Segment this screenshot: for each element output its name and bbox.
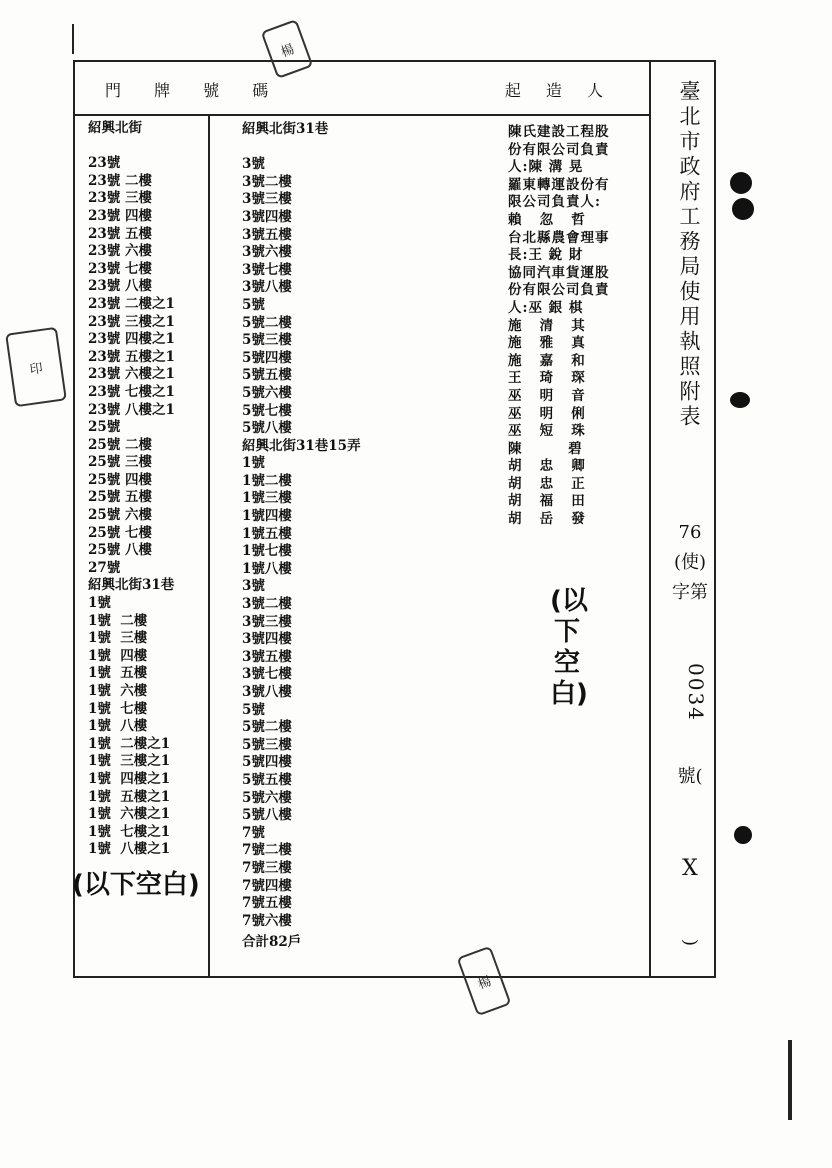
blank-below-note-vertical: (以下空白) (550, 586, 588, 709)
address-entry: 紹興北街31巷 (88, 577, 175, 594)
builder-entry: 人:巫 銀 棋 (508, 299, 584, 316)
builder-entry: 胡 忠 正 (508, 475, 586, 492)
address-entry: 3號二樓 (242, 596, 292, 613)
address-entry: 27號 (88, 559, 121, 576)
address-entry: 23號 三樓之1 (88, 313, 175, 330)
builder-entry: 巫 明 音 (508, 387, 586, 404)
builder-header: 起 造 人 (504, 81, 613, 100)
address-entry: 5號三樓 (242, 736, 292, 753)
builder-entry: 協同汽車貨運股 (508, 264, 610, 281)
seal-stamp: 楊 (261, 19, 314, 79)
address-entry: 5號五樓 (242, 771, 292, 788)
address-entry: 25號 七樓 (88, 524, 152, 541)
address-entry: 5號六樓 (242, 384, 292, 401)
address-entry: 23號 (88, 155, 121, 172)
binding-hole-icon (730, 392, 750, 408)
address-entry: 23號 六樓之1 (88, 366, 175, 383)
license-mark: X (682, 856, 698, 881)
license-class: (使) (673, 552, 707, 573)
address-entry: 紹興北街 (88, 120, 142, 136)
address-entry: 7號三樓 (242, 859, 292, 876)
address-entry: 1號 八樓之1 (88, 841, 171, 858)
address-entry: 7號 (242, 824, 265, 841)
builder-entry: 台北縣農會理事 (508, 229, 610, 246)
address-entry: 25號 四樓 (88, 471, 152, 488)
address-entry: 5號二樓 (242, 314, 292, 331)
address-entry: 1號 (88, 595, 111, 612)
margin-mark (788, 1040, 792, 1120)
address-entry: 1號 八樓 (88, 718, 148, 735)
address-entry: 3號 (242, 156, 265, 173)
address-entry: 3號七樓 (242, 261, 292, 278)
address-entry: 7號二樓 (242, 842, 292, 859)
address-entry: 25號 五樓 (88, 489, 152, 506)
header-divider (75, 114, 649, 116)
address-entry: 1號 七樓 (88, 700, 148, 717)
builder-entry: 巫 明 俐 (508, 405, 586, 422)
address-entry: 3號三樓 (242, 613, 292, 630)
address-entry: 23號 四樓 (88, 207, 152, 224)
builder-entry: 施 嘉 和 (508, 352, 586, 369)
address-entry: 5號五樓 (242, 367, 292, 384)
address-entry: 1號 二樓之1 (88, 735, 171, 752)
address-entry: 5號三樓 (242, 332, 292, 349)
column-divider (208, 114, 210, 976)
address-entry: 23號 三樓 (88, 190, 152, 207)
address-entry: 3號 (242, 578, 265, 595)
address-entry: 23號 五樓 (88, 225, 152, 242)
address-entry: 25號 (88, 419, 121, 436)
address-entry: 1號 二樓 (88, 612, 148, 629)
address-entry: 5號二樓 (242, 719, 292, 736)
address-entry: 1號 五樓 (88, 665, 148, 682)
address-entry: 7號六樓 (242, 912, 292, 929)
address-entry: 5號八樓 (242, 420, 292, 437)
address-entry: 3號六樓 (242, 244, 292, 261)
license-year: 76 (678, 522, 702, 543)
builder-entry: 人:陳 溝 晃 (508, 159, 584, 176)
builder-entry: 施 清 其 (508, 317, 586, 334)
address-entry: 1號 七樓之1 (88, 823, 171, 840)
license-close: ) (679, 938, 701, 947)
margin-mark (72, 24, 74, 54)
binding-hole-icon (734, 826, 752, 844)
address-entry: 5號四樓 (242, 754, 292, 771)
blank-below-note: (以下空白) (72, 870, 200, 900)
license-suffix: 號( (677, 766, 703, 787)
builder-entry: 限公司負責人: (508, 194, 601, 211)
address-entry: 3號三樓 (242, 191, 292, 208)
license-number: 0034 (684, 662, 708, 722)
address-entry: 7號四樓 (242, 877, 292, 894)
builder-entry: 份有限公司負責 (508, 282, 610, 299)
binding-hole-icon (732, 198, 754, 220)
builder-entry: 份有限公司負責 (508, 141, 610, 158)
address-entry: 25號 二樓 (88, 436, 152, 453)
address-entry: 1號 四樓 (88, 647, 148, 664)
seal-stamp: 楊 (456, 946, 511, 1017)
seal-stamp: 印 (5, 327, 67, 408)
address-list-column-1 (88, 120, 175, 859)
address-entry: 23號 八樓之1 (88, 401, 175, 418)
address-entry: 3號八樓 (242, 279, 292, 296)
address-entry (88, 138, 175, 156)
address-list-column-2 (242, 121, 361, 952)
binding-hole-icon (730, 172, 752, 194)
address-entry: 1號 五樓之1 (88, 788, 171, 805)
address-entry: 23號 六樓 (88, 243, 152, 260)
address-entry: 1號 (242, 455, 265, 472)
address-entry: 23號 二樓之1 (88, 295, 175, 312)
address-entry: 3號四樓 (242, 208, 292, 225)
total-count: 合計82戶 (242, 934, 302, 951)
builder-list (508, 124, 610, 529)
address-entry: 25號 八樓 (88, 542, 152, 559)
address-entry: 1號 六樓之1 (88, 806, 171, 823)
address-entry: 1號 三樓之1 (88, 753, 171, 770)
address-entry (242, 139, 361, 157)
address-entry: 5號四樓 (242, 349, 292, 366)
document-title: 臺北市政府工務局使用執照附表 (677, 80, 701, 430)
address-entry: 3號二樓 (242, 173, 292, 190)
address-entry: 23號 八樓 (88, 278, 152, 295)
builder-entry: 賴 忽 哲 (508, 211, 586, 228)
address-entry: 5號八樓 (242, 807, 292, 824)
address-entry: 1號 六樓 (88, 683, 148, 699)
license-char-label: 字第 (672, 582, 708, 603)
house-number-header: 門 牌 號 碼 (105, 81, 283, 100)
address-entry: 7號五樓 (242, 895, 292, 912)
address-entry: 1號四樓 (242, 508, 292, 525)
builder-entry: 胡 忠 卿 (508, 458, 586, 475)
address-entry: 23號 二樓 (88, 172, 152, 189)
address-entry: 1號五樓 (242, 525, 292, 542)
address-entry: 1號八樓 (242, 560, 292, 577)
address-entry: 25號 三樓 (88, 454, 152, 471)
builder-entry: 羅東轉運設份有 (508, 176, 610, 193)
address-entry: 23號 五樓之1 (88, 348, 175, 365)
address-entry: 5號六樓 (242, 789, 292, 806)
address-entry: 1號 三樓 (88, 630, 148, 647)
builder-entry: 長:王 銳 財 (508, 247, 584, 264)
builder-entry: 胡 福 田 (508, 493, 586, 510)
address-entry: 3號七樓 (242, 666, 292, 683)
address-entry: 紹興北街31巷15弄 (242, 437, 361, 454)
address-entry: 5號七樓 (242, 402, 292, 419)
address-entry: 1號 四樓之1 (88, 770, 171, 787)
address-entry: 3號五樓 (242, 648, 292, 665)
address-entry: 3號八樓 (242, 684, 292, 700)
builder-entry: 巫 短 珠 (508, 423, 586, 440)
builder-entry: 陳 碧 (508, 440, 583, 457)
address-entry: 1號七樓 (242, 543, 292, 560)
address-entry: 3號五樓 (242, 226, 292, 243)
address-entry: 23號 七樓 (88, 260, 152, 277)
address-entry: 23號 四樓之1 (88, 331, 175, 348)
builder-entry: 陳氏建設工程股 (508, 124, 610, 140)
address-entry: 23號 七樓之1 (88, 383, 175, 400)
address-entry: 1號三樓 (242, 490, 292, 507)
address-entry: 25號 六樓 (88, 507, 152, 524)
address-entry: 3號四樓 (242, 631, 292, 648)
builder-entry: 胡 岳 發 (508, 511, 586, 528)
address-entry: 5號 (242, 296, 265, 313)
address-entry: 1號二樓 (242, 472, 292, 489)
address-entry: 5號 (242, 701, 265, 718)
builder-entry: 施 雅 真 (508, 335, 586, 352)
builder-entry: 王 琦 琛 (508, 370, 586, 387)
address-entry: 紹興北街31巷 (242, 121, 329, 137)
